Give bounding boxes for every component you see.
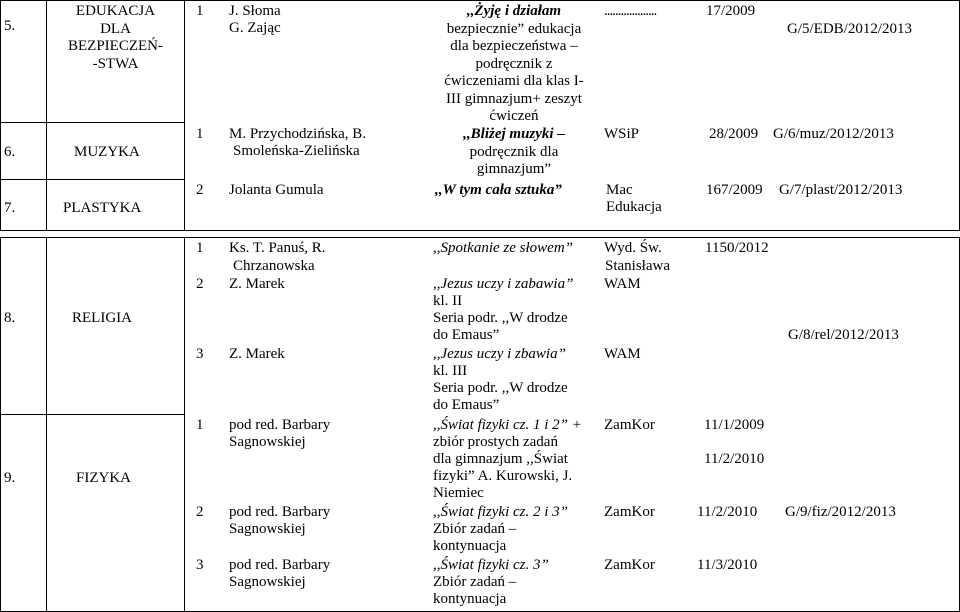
program-number: G/7/plast/2012/2013 xyxy=(779,182,903,198)
title-line: Niemiec xyxy=(433,485,484,501)
subject-name: RELIGIA xyxy=(72,310,132,326)
publisher: ................... xyxy=(604,3,657,19)
col-divider-num-2 xyxy=(46,237,47,612)
approval-number: 11/1/2009 xyxy=(704,417,765,433)
author-line: pod red. Barbary xyxy=(229,417,331,433)
publisher-line: Edukacja xyxy=(606,199,662,215)
title-line: fizyki” A. Kurowski, J. xyxy=(433,468,573,484)
col-divider-subject-2 xyxy=(184,237,185,612)
author-line: J. Słoma xyxy=(229,3,281,19)
publisher-line: WAM xyxy=(604,346,641,362)
publisher: WSiP xyxy=(604,126,640,142)
subject-line: EDUKACJA xyxy=(75,3,156,19)
publisher-line: ZamKor xyxy=(604,417,655,433)
book-title xyxy=(424,3,604,126)
row-divider-8-9 xyxy=(0,414,184,415)
title-line: Zbiór zadań – xyxy=(433,521,517,537)
subject-name xyxy=(47,3,184,73)
author-line: Sagnowskiej xyxy=(229,434,306,450)
subject-name: PLASTYKA xyxy=(63,200,142,216)
title-line: Seria podr. ,,W drodze xyxy=(433,380,568,396)
subject-line: BEZPIECZEŃ- xyxy=(68,38,163,54)
author-line: Chrzanowska xyxy=(233,258,315,274)
title-line: gimnazjum” xyxy=(476,161,552,177)
title-line: ćwiczeniami dla klas I- xyxy=(444,73,584,89)
title-line: ,,Świat fizyki cz. 1 i 2” + xyxy=(433,417,582,433)
author-line: Jolanta Gumula xyxy=(229,182,324,198)
author-line: pod red. Barbary xyxy=(229,557,331,573)
title-line: ,,Świat fizyki cz. 2 i 3” xyxy=(433,504,568,520)
title-line: ,,Żyję i działam xyxy=(466,3,562,19)
author-line: pod red. Barbary xyxy=(229,504,331,520)
title-line: ,,Świat fizyki cz. 3” xyxy=(433,557,549,573)
author-number: 3 xyxy=(196,557,204,573)
book-title xyxy=(424,126,604,179)
publisher-line: WAM xyxy=(604,276,641,292)
row-number: 9. xyxy=(4,470,16,486)
title-line: ,,Jezus uczy i zabawia” xyxy=(433,276,574,292)
title-line: kontynuacja xyxy=(433,538,507,554)
title-line: do Emaus” xyxy=(433,327,500,343)
author-line: Ks. T. Panuś, R. xyxy=(229,240,326,256)
program-number: G/8/rel/2012/2013 xyxy=(788,327,899,343)
author-line: Sagnowskiej xyxy=(229,574,306,590)
title-line: zbiór prostych zadań xyxy=(433,434,558,450)
row-number: 5. xyxy=(4,18,16,34)
title-line: bezpiecznie” edukacja xyxy=(446,20,582,37)
author-line: Smoleńska-Zielińska xyxy=(233,143,360,159)
program-number: G/9/fiz/2012/2013 xyxy=(785,504,896,520)
table-border-top-2 xyxy=(0,237,960,238)
author-line: Sagnowskiej xyxy=(229,521,306,537)
col-divider-subject-1 xyxy=(184,0,185,231)
title-line: Zbiór zadań – xyxy=(433,574,517,590)
title-line: ,,W tym cała sztuka” xyxy=(435,182,562,198)
author-number: 1 xyxy=(196,126,204,142)
approval-number: 17/2009 xyxy=(706,3,756,19)
publisher-line: Wyd. Św. xyxy=(604,240,662,256)
subject-name: MUZYKA xyxy=(74,144,140,160)
author-number: 2 xyxy=(196,182,204,198)
approval-number: 1150/2012 xyxy=(705,240,769,256)
publisher-line: Mac xyxy=(606,182,633,198)
publisher-line: ZamKor xyxy=(604,504,655,520)
author-line: Z. Marek xyxy=(229,346,285,362)
title-line: dla bezpieczeństwa – xyxy=(450,38,578,54)
title-line: kl. III xyxy=(433,363,468,379)
title-line: dla gimnazjum ,,Świat xyxy=(433,451,568,467)
row-number: 7. xyxy=(4,200,16,216)
title-line: ,,Spotkanie ze słowem” xyxy=(433,240,573,256)
title-line: kl. II xyxy=(433,293,463,309)
author-number: 2 xyxy=(196,276,204,292)
author-number: 1 xyxy=(196,240,204,256)
title-line: podręcznik z xyxy=(475,55,553,72)
program-number: G/5/EDB/2012/2013 xyxy=(787,21,913,37)
title-line: kontynuacja xyxy=(433,591,507,607)
row-number: 8. xyxy=(4,310,16,326)
author-line: Z. Marek xyxy=(229,276,285,292)
author-number: 3 xyxy=(196,346,204,362)
approval-number: 11/2/2010 xyxy=(697,504,758,520)
author-line: G. Zając xyxy=(229,20,281,36)
title-line: ,,Bliżej muzyki – xyxy=(463,126,565,142)
title-line: Seria podr. ,,W drodze xyxy=(433,310,568,326)
subject-line: -STWA xyxy=(92,55,139,72)
title-line: III gimnazjum+ zeszyt xyxy=(446,90,582,107)
table-border-left-2 xyxy=(0,237,1,612)
table-border-left-1 xyxy=(0,0,1,231)
author-line: M. Przychodzińska, B. xyxy=(229,126,367,142)
row-divider-5-6 xyxy=(0,122,184,123)
approval-number: 11/3/2010 xyxy=(697,557,758,573)
approval-number: 11/2/2010 xyxy=(704,451,765,467)
author-number: 1 xyxy=(196,417,204,433)
title-line: ćwiczeń xyxy=(489,108,539,124)
publisher-line: ZamKor xyxy=(604,557,655,573)
row-divider-6-7 xyxy=(0,179,184,180)
publisher-line: Stanisława xyxy=(605,258,670,274)
program-number: G/6/muz/2012/2013 xyxy=(773,126,894,142)
subject-name: FIZYKA xyxy=(76,470,131,486)
approval-number: 167/2009 xyxy=(706,182,763,198)
title-line: podręcznik dla xyxy=(469,143,559,160)
title-line: do Emaus” xyxy=(433,397,500,413)
table-border-bottom-1 xyxy=(0,230,960,231)
title-line: ,,Jezus uczy i zbawia” xyxy=(433,346,566,362)
author-number: 1 xyxy=(196,3,204,19)
row-number: 6. xyxy=(4,144,16,160)
approval-number: 28/2009 xyxy=(709,126,759,142)
author-number: 2 xyxy=(196,504,204,520)
table-border-top-1 xyxy=(0,0,960,1)
subject-line: DLA xyxy=(100,20,131,37)
